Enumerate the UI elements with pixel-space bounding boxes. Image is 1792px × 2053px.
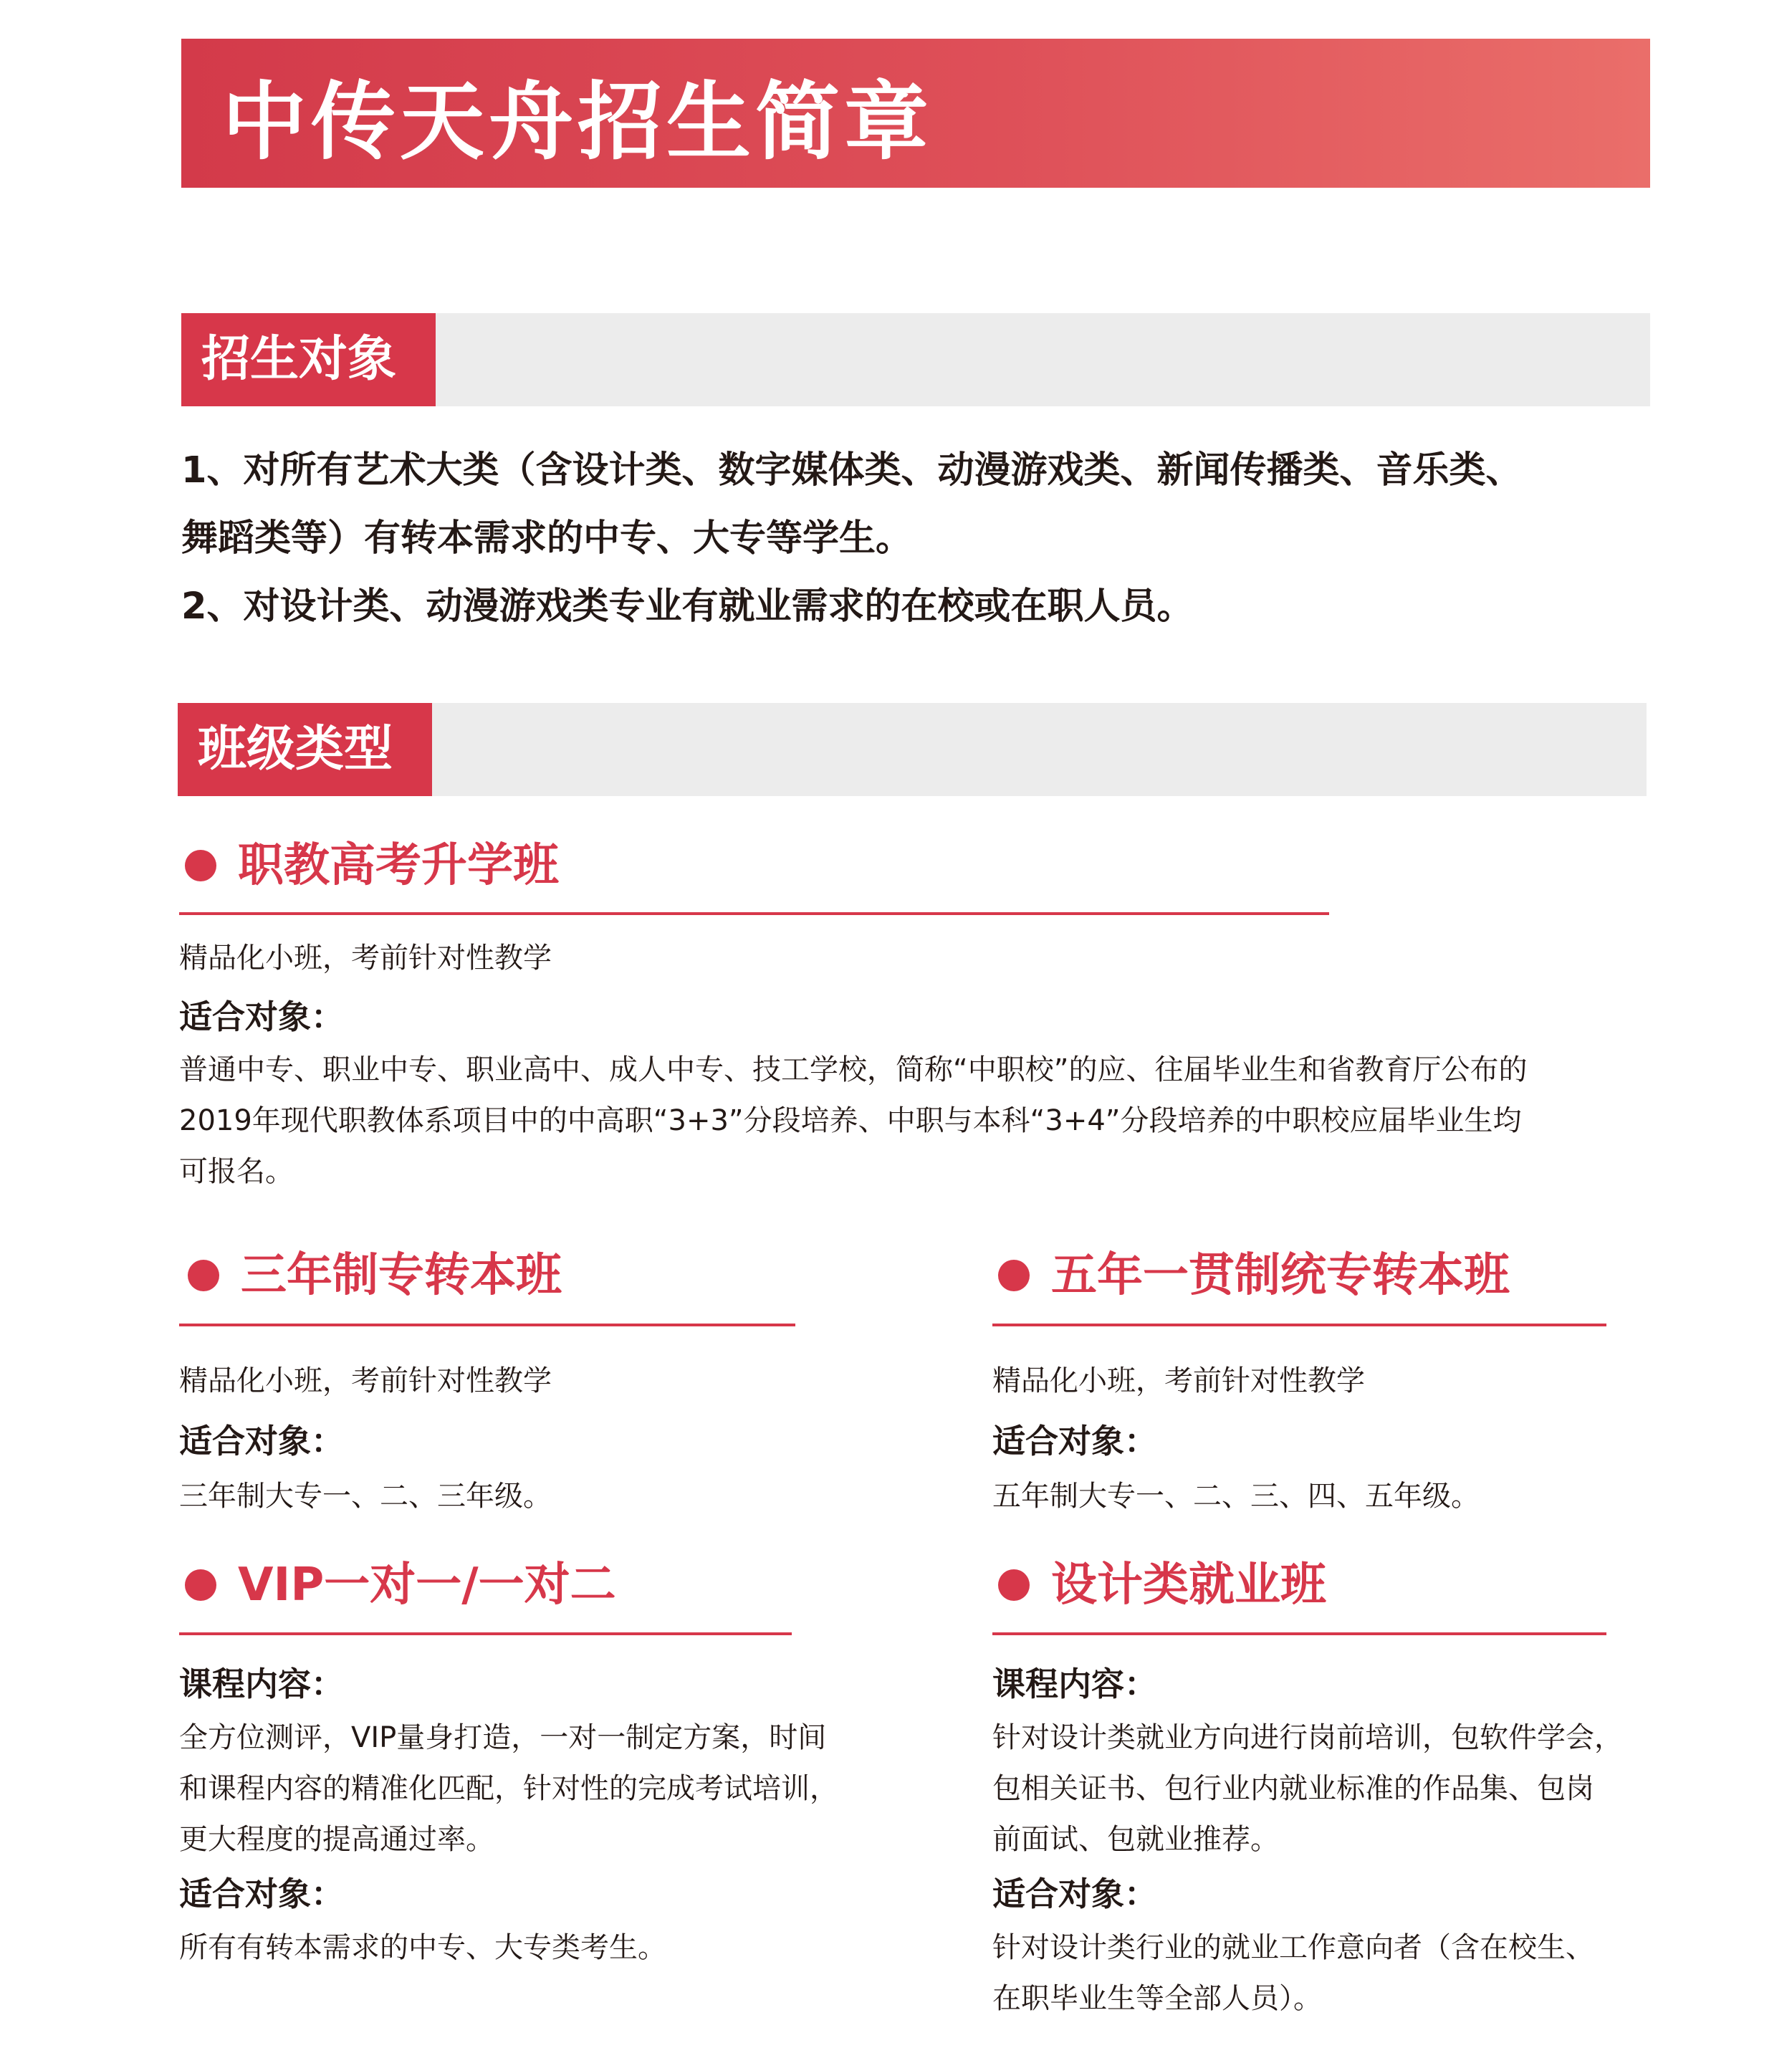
class-three-year-header xyxy=(188,1247,562,1304)
class-vocational-rule xyxy=(179,912,1329,915)
class-three-year-target-label: 适合对象： xyxy=(179,1422,344,1460)
page-title: 中传天舟招生简章 xyxy=(222,72,934,171)
class-design-job-target-line-1: 针对设计类行业的就业工作意向者（含在校生、 xyxy=(992,1931,1594,1964)
class-five-year-target-line-1: 五年制大专一、二、三、四、五年级。 xyxy=(992,1480,1480,1513)
bullet-dot-icon xyxy=(185,850,216,881)
class-design-job-title: 设计类就业班 xyxy=(1051,1559,1326,1612)
class-five-year-desc: 精品化小班，考前针对性教学 xyxy=(992,1364,1365,1397)
class-design-job-content-line-2: 包相关证书、包行业内就业标准的作品集、包岗 xyxy=(992,1772,1594,1805)
class-vocational-header xyxy=(185,837,559,894)
class-vip-title: VIP一对一/一对二 xyxy=(238,1559,616,1612)
class-vocational-target-line-2: 2019年现代职教体系项目中的中高职“3+3”分段培养、中职与本科“3+4”分段培养的中职校应届毕业生均 xyxy=(179,1104,1522,1137)
bullet-dot-icon xyxy=(998,1569,1030,1601)
class-vip-content-line-1: 全方位测评，VIP量身打造，一对一制定方案，时间 xyxy=(179,1721,827,1754)
enroll-line-2: 舞蹈类等）有转本需求的中专、大专等学生。 xyxy=(181,517,913,560)
section-classes-heading: 班级类型 xyxy=(178,703,432,796)
class-three-year-rule xyxy=(179,1324,795,1326)
class-five-year-header xyxy=(998,1247,1510,1304)
enroll-line-1: 1、对所有艺术大类（含设计类、数字媒体类、动漫游戏类、新闻传播类、音乐类、 xyxy=(181,449,1523,492)
class-vocational-desc: 精品化小班，考前针对性教学 xyxy=(179,942,552,975)
class-vocational-target-label: 适合对象： xyxy=(179,997,344,1036)
class-five-year-title: 五年一贯制统专转本班 xyxy=(1051,1249,1510,1302)
class-design-job-content-label: 课程内容： xyxy=(992,1665,1157,1703)
section-enroll-heading: 招生对象 xyxy=(181,313,436,406)
class-vip-header xyxy=(185,1556,616,1614)
class-vip-rule xyxy=(179,1632,792,1635)
bullet-dot-icon xyxy=(188,1260,219,1291)
class-vip-content-line-2: 和课程内容的精准化匹配，针对性的完成考试培训， xyxy=(179,1772,838,1805)
class-vocational-title: 职教高考升学班 xyxy=(238,839,559,892)
class-vip-content-line-3: 更大程度的提高通过率。 xyxy=(179,1823,494,1856)
class-design-job-content-line-1: 针对设计类就业方向进行岗前培训，包软件学会， xyxy=(992,1721,1623,1754)
class-vip-content-label: 课程内容： xyxy=(179,1665,344,1703)
class-five-year-rule xyxy=(992,1324,1606,1326)
class-design-job-target-line-2: 在职毕业生等全部人员）。 xyxy=(992,1982,1322,2015)
class-vocational-target-line-3: 可报名。 xyxy=(179,1155,294,1188)
bullet-dot-icon xyxy=(185,1569,216,1601)
class-vocational-target-line-1: 普通中专、职业中专、职业高中、成人中专、技工学校，简称“中职校”的应、往届毕业生和省教育厅公布的 xyxy=(179,1053,1528,1086)
class-design-job-target-label: 适合对象： xyxy=(992,1875,1157,1913)
class-design-job-content-line-3: 前面试、包就业推荐。 xyxy=(992,1823,1279,1856)
class-design-job-header xyxy=(998,1556,1326,1614)
class-five-year-target-label: 适合对象： xyxy=(992,1422,1157,1460)
class-three-year-desc: 精品化小班，考前针对性教学 xyxy=(179,1364,552,1397)
class-three-year-target-line-1: 三年制大专一、二、三年级。 xyxy=(179,1480,552,1513)
class-vip-target-label: 适合对象： xyxy=(179,1875,344,1913)
class-three-year-title: 三年制专转本班 xyxy=(241,1249,562,1302)
class-vip-target-line-1: 所有有转本需求的中专、大专类考生。 xyxy=(179,1931,666,1964)
bullet-dot-icon xyxy=(998,1260,1030,1291)
class-design-job-rule xyxy=(992,1632,1606,1635)
enroll-line-3: 2、对设计类、动漫游戏类专业有就业需求的在校或在职人员。 xyxy=(181,585,1194,628)
